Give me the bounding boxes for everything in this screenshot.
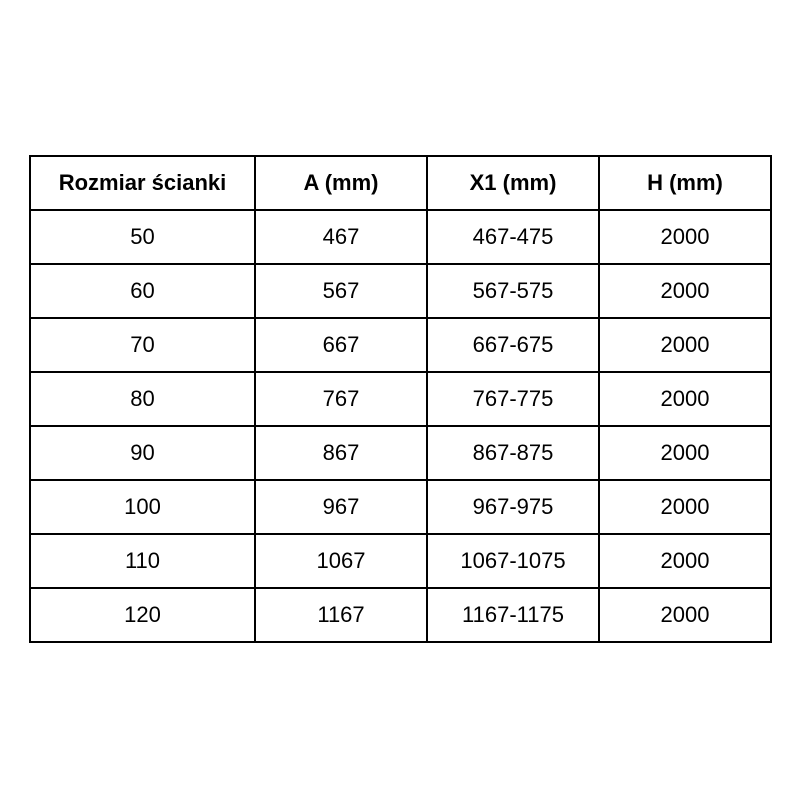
table-cell: 80 [30,372,255,426]
table-row [30,210,771,264]
table-cell: 867 [255,426,427,480]
size-table [29,155,772,643]
table-cell: 467 [255,210,427,264]
table-cell: 2000 [599,210,771,264]
table-cell: 1167 [255,588,427,642]
table-cell: 110 [30,534,255,588]
table-row [30,588,771,642]
table-cell: 467-475 [427,210,599,264]
table-row [30,264,771,318]
table-row [30,318,771,372]
table-cell: 60 [30,264,255,318]
table-cell: 967-975 [427,480,599,534]
table-header-row [30,156,771,210]
table-row [30,372,771,426]
table-cell: 1067 [255,534,427,588]
table-cell: 967 [255,480,427,534]
table-cell: 767-775 [427,372,599,426]
table-cell: 2000 [599,318,771,372]
table-cell: 50 [30,210,255,264]
table-cell: 2000 [599,264,771,318]
table-cell: 667 [255,318,427,372]
header-a-mm: A (mm) [255,156,427,210]
table-body [30,210,771,642]
table-cell: 100 [30,480,255,534]
table-cell: 2000 [599,480,771,534]
table-cell: 2000 [599,426,771,480]
table-cell: 667-675 [427,318,599,372]
table-cell: 2000 [599,534,771,588]
table-cell: 2000 [599,588,771,642]
table-row [30,534,771,588]
header-rozmiar-scianki: Rozmiar ścianki [30,156,255,210]
table-row [30,426,771,480]
table-cell: 70 [30,318,255,372]
table-cell: 2000 [599,372,771,426]
table-cell: 1067-1075 [427,534,599,588]
table-cell: 120 [30,588,255,642]
table-cell: 567 [255,264,427,318]
table-cell: 1167-1175 [427,588,599,642]
table-row [30,480,771,534]
table-cell: 90 [30,426,255,480]
header-x1-mm: X1 (mm) [427,156,599,210]
table-cell: 767 [255,372,427,426]
table-cell: 867-875 [427,426,599,480]
table-cell: 567-575 [427,264,599,318]
header-h-mm: H (mm) [599,156,771,210]
